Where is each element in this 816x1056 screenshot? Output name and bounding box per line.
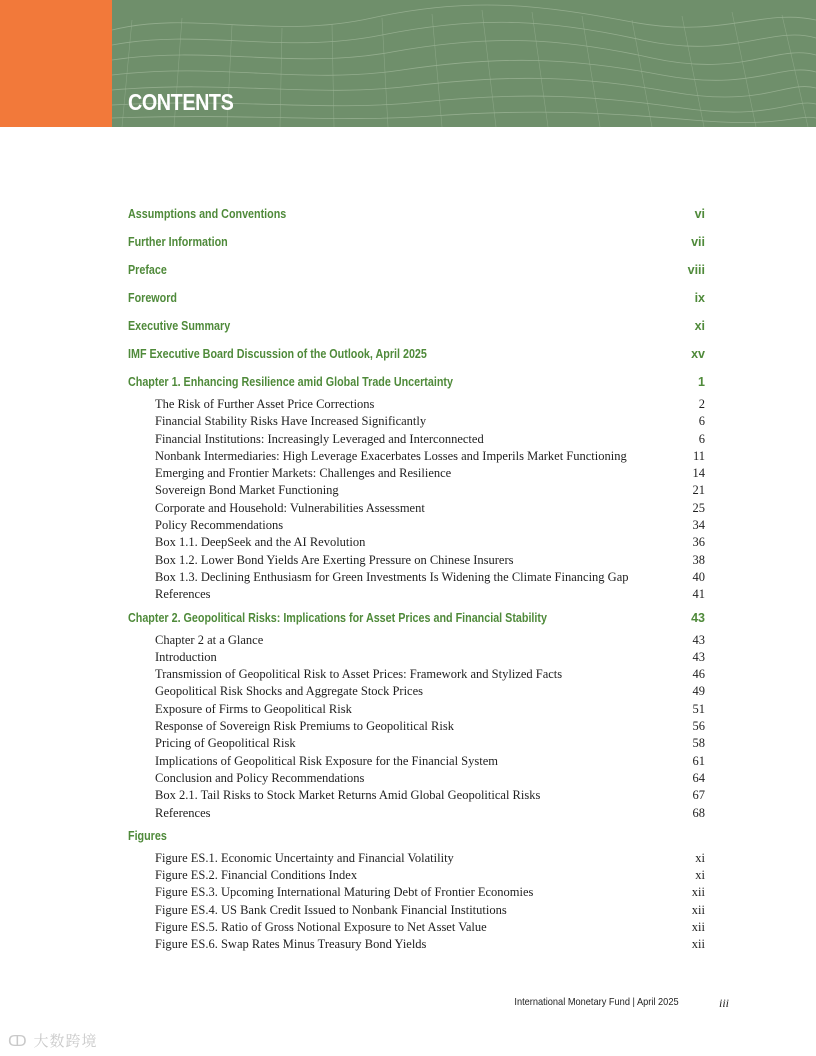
toc-subentry[interactable] xyxy=(128,649,705,666)
toc-figures-heading xyxy=(128,826,705,850)
toc-label: Financial Institutions: Increasingly Leveraged and Interconnected xyxy=(155,431,484,446)
toc-figure-entry[interactable] xyxy=(128,867,705,884)
toc-figure-entry[interactable] xyxy=(128,884,705,901)
header-banner xyxy=(0,0,816,127)
toc-page: ix xyxy=(694,291,705,305)
toc-label: Preface xyxy=(128,263,167,277)
toc-entry[interactable] xyxy=(128,316,705,344)
toc-subentry[interactable] xyxy=(128,552,705,569)
toc-label: Executive Summary xyxy=(128,319,231,333)
toc-label: Figure ES.2. Financial Conditions Index xyxy=(155,868,358,883)
toc-page: xi xyxy=(695,850,705,865)
toc-subentry[interactable] xyxy=(128,448,705,465)
toc-subentry[interactable] xyxy=(128,735,705,752)
toc-label: References xyxy=(155,805,211,820)
footer-page-number: iii xyxy=(719,996,730,1010)
toc-label: Box 1.3. Declining Enthusiasm for Green Investments Is Widening the Climate Financing Gap xyxy=(155,569,629,584)
toc-page: xi xyxy=(694,319,705,333)
toc-entry[interactable] xyxy=(128,288,705,316)
toc-label: Figure ES.6. Swap Rates Minus Treasury Bond Yields xyxy=(155,937,427,952)
toc-subentry[interactable] xyxy=(128,666,705,683)
toc-subentry[interactable] xyxy=(128,718,705,735)
toc-page: 6 xyxy=(698,414,705,429)
toc-page: xii xyxy=(691,937,705,952)
toc-subentry[interactable] xyxy=(128,482,705,499)
toc-subentry[interactable] xyxy=(128,683,705,700)
toc-label: Implications of Geopolitical Risk Exposure for the Financial System xyxy=(155,753,498,768)
toc-page: 61 xyxy=(692,753,705,768)
toc-subentry[interactable] xyxy=(128,586,705,603)
toc-page: 14 xyxy=(692,466,705,481)
toc-page: 34 xyxy=(692,518,705,533)
toc-subentry[interactable] xyxy=(128,787,705,804)
toc-entry[interactable] xyxy=(128,260,705,288)
toc-subentry[interactable] xyxy=(128,569,705,586)
toc-subentry[interactable] xyxy=(128,534,705,551)
toc-subentry[interactable] xyxy=(128,396,705,413)
toc-page: 67 xyxy=(692,788,705,803)
toc-page: xv xyxy=(691,347,705,361)
toc-label: Box 2.1. Tail Risks to Stock Market Returns Amid Global Geopolitical Risks xyxy=(155,788,541,803)
toc-label: Figure ES.1. Economic Uncertainty and Financial Volatility xyxy=(155,850,454,865)
toc-page: xii xyxy=(691,885,705,900)
toc-page: 41 xyxy=(692,587,705,602)
toc-label: Box 1.1. DeepSeek and the AI Revolution xyxy=(155,535,366,550)
toc-label: Sovereign Bond Market Functioning xyxy=(155,483,339,498)
toc-label: Conclusion and Policy Recommendations xyxy=(155,770,365,785)
toc-label: Financial Stability Risks Have Increased Significantly xyxy=(155,414,427,429)
page-footer xyxy=(0,996,816,1012)
toc-page: viii xyxy=(687,263,705,277)
toc-subentry[interactable] xyxy=(128,805,705,822)
toc-page: 2 xyxy=(698,397,705,411)
toc-label: Figure ES.3. Upcoming International Maturing Debt of Frontier Economies xyxy=(155,885,534,900)
toc-label: Exposure of Firms to Geopolitical Risk xyxy=(155,701,352,716)
toc-chapter-2[interactable] xyxy=(128,608,705,632)
toc-page: 51 xyxy=(692,701,705,716)
toc-chapter-1[interactable] xyxy=(128,372,705,396)
toc-page: vi xyxy=(694,207,705,221)
toc-figure-entry[interactable] xyxy=(128,850,705,867)
watermark-text: 大数跨境 xyxy=(33,1032,98,1050)
toc-label: Chapter 2. Geopolitical Risks: Implications for Asset Prices and Financial Stability xyxy=(128,610,547,625)
toc-page: xii xyxy=(691,902,705,917)
toc-page: 25 xyxy=(692,500,705,515)
toc-page: 43 xyxy=(691,610,705,625)
toc-label: IMF Executive Board Discussion of the Outlook, April 2025 xyxy=(128,347,427,361)
toc-label: Emerging and Frontier Markets: Challenges and Resilience xyxy=(155,466,452,481)
toc-page: xi xyxy=(695,868,705,883)
watermark xyxy=(8,1030,97,1051)
toc-subentry[interactable] xyxy=(128,770,705,787)
toc-entry[interactable] xyxy=(128,344,705,372)
toc-label: Geopolitical Risk Shocks and Aggregate Stock Prices xyxy=(155,684,424,699)
toc-subentry[interactable] xyxy=(128,465,705,482)
toc-page: 21 xyxy=(692,483,705,498)
toc-page: 64 xyxy=(692,770,705,785)
toc-page: 11 xyxy=(692,448,705,463)
toc-label: Foreword xyxy=(128,291,177,305)
toc-label: Pricing of Geopolitical Risk xyxy=(155,736,296,751)
toc-label: Further Information xyxy=(128,235,228,249)
toc-subentry[interactable] xyxy=(128,413,705,430)
toc-label: Corporate and Household: Vulnerabilities Assessment xyxy=(155,500,425,515)
toc-page: 43 xyxy=(692,649,705,664)
toc-label: Chapter 1. Enhancing Resilience amid Global Trade Uncertainty xyxy=(128,375,453,389)
toc-page: 68 xyxy=(692,805,705,820)
toc-subentry[interactable] xyxy=(128,431,705,448)
toc-page: 38 xyxy=(692,552,705,567)
toc-page: 56 xyxy=(692,719,705,734)
toc-figure-entry[interactable] xyxy=(128,902,705,919)
toc-page: xii xyxy=(691,920,705,935)
toc-label: Introduction xyxy=(155,649,217,664)
toc-label: Policy Recommendations xyxy=(155,518,284,533)
toc-label: The Risk of Further Asset Price Corrections xyxy=(155,397,375,411)
toc-page: 46 xyxy=(692,667,705,682)
watermark-logo-icon: ↀ xyxy=(8,1032,28,1050)
toc-page: 6 xyxy=(698,431,705,446)
toc-page: 58 xyxy=(692,736,705,751)
toc-label: Chapter 2 at a Glance xyxy=(155,632,264,647)
toc-entry[interactable] xyxy=(128,232,705,260)
toc-subentry[interactable] xyxy=(128,500,705,517)
toc-label: Nonbank Intermediaries: High Leverage Exacerbates Losses and Imperils Market Functioning xyxy=(155,448,627,463)
toc-page: 1 xyxy=(698,375,705,389)
toc-figure-entry[interactable] xyxy=(128,919,705,936)
header-orange-block xyxy=(0,0,112,127)
toc-subentry[interactable] xyxy=(128,701,705,718)
toc-label: Assumptions and Conventions xyxy=(128,207,287,221)
toc-label: Response of Sovereign Risk Premiums to Geopolitical Risk xyxy=(155,719,454,734)
toc-label: Figure ES.5. Ratio of Gross Notional Exposure to Net Asset Value xyxy=(155,920,487,935)
toc-entry[interactable] xyxy=(128,204,705,232)
page-title: CONTENTS xyxy=(128,89,234,115)
toc-subentry[interactable] xyxy=(128,632,705,649)
toc-label: Box 1.2. Lower Bond Yields Are Exerting Pressure on Chinese Insurers xyxy=(155,552,514,567)
toc-figure-entry[interactable] xyxy=(128,936,705,953)
toc-label: Figure ES.4. US Bank Credit Issued to Nonbank Financial Institutions xyxy=(155,902,507,917)
toc-page: 36 xyxy=(692,535,705,550)
toc-page: 49 xyxy=(692,684,705,699)
footer-text: International Monetary Fund | April 2025 xyxy=(514,996,679,1008)
toc-page: vii xyxy=(691,235,705,249)
toc-page: 40 xyxy=(692,569,705,584)
toc-label: Transmission of Geopolitical Risk to Asset Prices: Framework and Stylized Facts xyxy=(155,667,563,682)
toc-page: 43 xyxy=(692,632,705,647)
toc-label: References xyxy=(155,587,211,602)
table-of-contents xyxy=(128,204,705,954)
toc-label: Figures xyxy=(128,828,167,843)
toc-subentry[interactable] xyxy=(128,753,705,770)
toc-subentry[interactable] xyxy=(128,517,705,534)
